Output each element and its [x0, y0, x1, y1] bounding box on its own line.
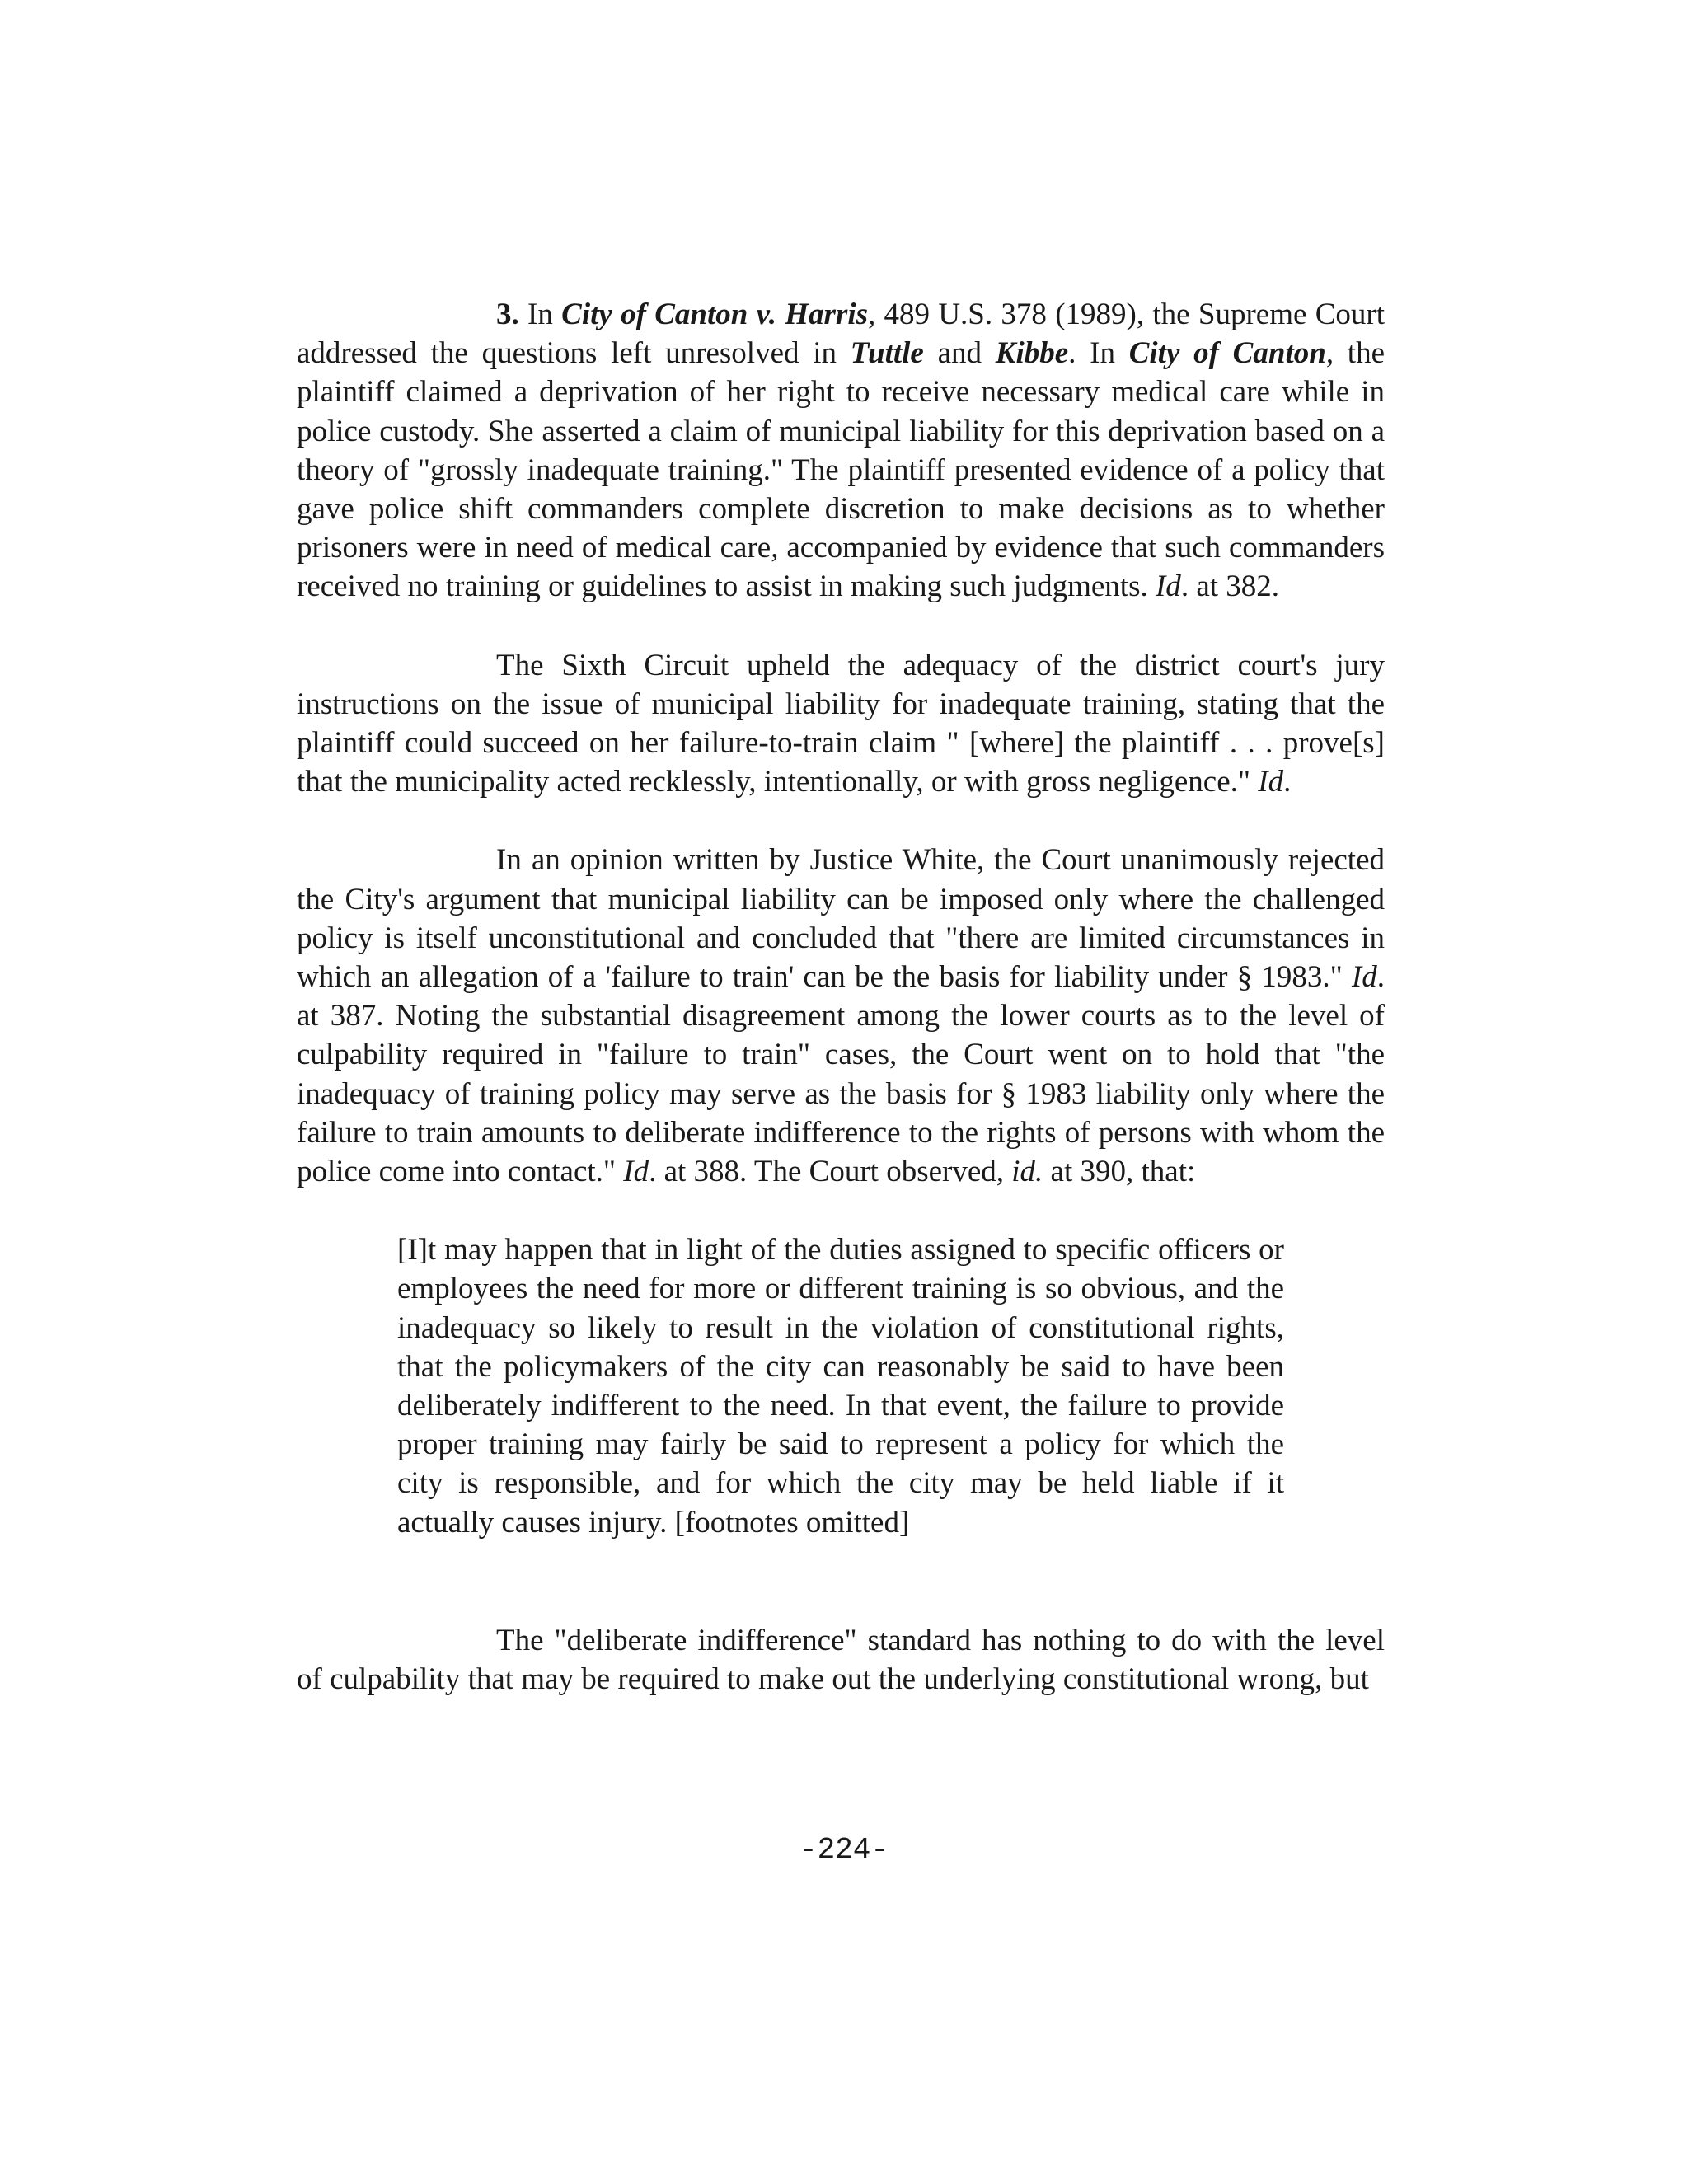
case-name-city-of-canton-v-harris: City of Canton v. Harris	[561, 298, 868, 331]
citation-id: id.	[1011, 1155, 1043, 1189]
citation-id: Id	[1155, 569, 1181, 604]
text-run: , 489 U.S. 378 (1989), the Supreme Court addressed the questions left unresolved in	[297, 298, 1385, 371]
text-run: . at 387. Noting the substantial disagreement among the lower courts as to the level of culpability required in "failure to train" cases, the Court went on to hold that "the inadequacy of training policy may serve as the basis for § 1983 liability only where the failure to train amounts to deliberate indifference to the rights of persons with whom the police come into contact."	[297, 960, 1385, 1189]
text-run: at 390, that:	[1043, 1155, 1196, 1189]
text-run: . In	[1068, 336, 1129, 371]
text-run: and	[923, 336, 996, 371]
paragraph-spacer	[297, 801, 1385, 841]
text-run: .	[1283, 765, 1292, 799]
text-run: In	[518, 298, 562, 331]
document-body	[297, 295, 1385, 1699]
case-name-tuttle: Tuttle	[850, 336, 924, 371]
paragraph-justice-white-opinion	[297, 841, 1385, 1191]
paragraph-spacer	[297, 1542, 1385, 1621]
citation-id: Id	[1351, 960, 1377, 995]
citation-id: Id	[623, 1155, 649, 1189]
paragraph-spacer	[297, 607, 1385, 646]
text-run: . at 388. The Court observed,	[649, 1155, 1012, 1189]
case-name-kibbe: Kibbe	[995, 336, 1069, 371]
page-number: -224-	[799, 1833, 889, 1867]
text-run: , the plaintiff claimed a deprivation of her right to receive necessary medical care while in police custody. She asserted a claim of municipal liability for this deprivation based on a theory of "grossly inadequate training." The plaintiff presented evidence of a policy that gave police shift commanders complete discretion to make decisions as to whether prisoners were in need of medical care, accompanied by evidence that such commanders received no training or guidelines to assist in making such judgments.	[297, 336, 1386, 604]
paragraph-spacer	[297, 1191, 1385, 1230]
paragraph-number: 3.	[496, 298, 519, 331]
text-run: In an opinion written by Justice White, the Court unanimously rejected the City's argument that municipal liability can be imposed only where the challenged policy is itself unconstitutional and concluded that "there are limited circumstances in which an allegation of a 'failure to train' can be the basis for liability under § 1983."	[297, 843, 1385, 995]
case-name-city-of-canton: City of Canton	[1128, 336, 1326, 371]
block-quote: [I]t may happen that in light of the duties assigned to specific officers or employees the need for more or different training is so obvious, and the inadequacy so likely to result in the violation of constitutional rights, that the policymakers of the city can reasonably be said to have been deliberately indifferent to the need. In that event, the failure to provide proper training may fairly be said to represent a policy for which the city is responsible, and for which the city may be held liable if it actually causes injury. [footnotes omitted]	[397, 1233, 1284, 1540]
citation-id: Id	[1258, 765, 1284, 799]
paragraph-deliberate-indifference: The "deliberate indifference" standard has nothing to do with the level of culpability that may be required to make out the underlying constitutional wrong, but	[297, 1623, 1385, 1697]
paragraph-city-of-canton	[297, 295, 1385, 607]
text-run: . at 382.	[1180, 569, 1280, 604]
text-run: The Sixth Circuit upheld the adequacy of the district court's jury instructions on the issue of municipal liability for inadequate training, stating that the plaintiff could succeed on her failure-to-train claim " [where] the plaintiff . . . prove[s] that the municipality acted recklessly, intentionally, or with gross negligence."	[297, 648, 1385, 799]
paragraph-sixth-circuit	[297, 646, 1385, 802]
